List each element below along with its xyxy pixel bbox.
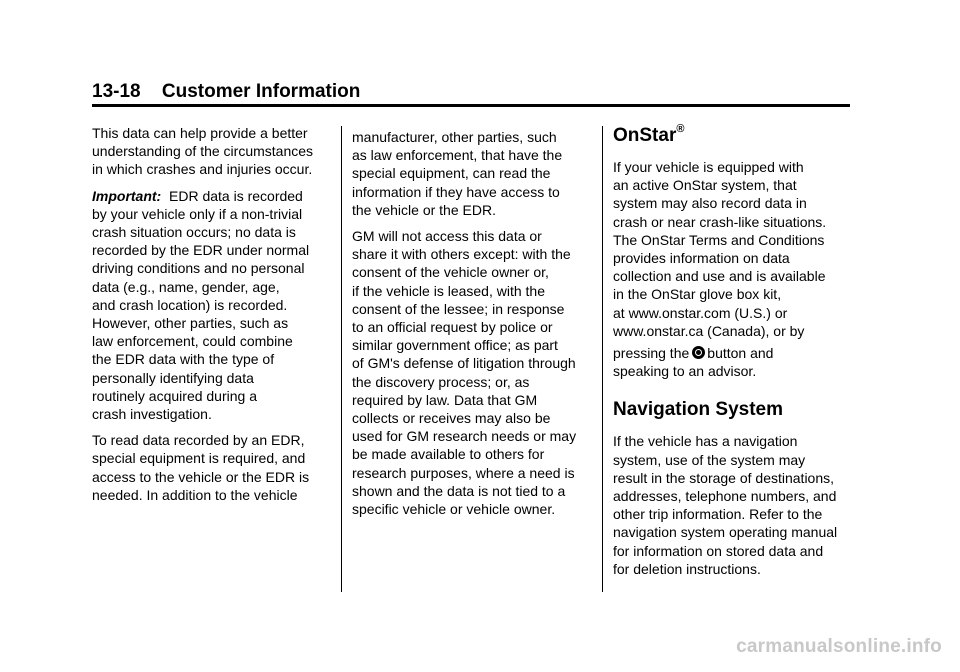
column-divider-2 <box>602 126 603 592</box>
column-3 <box>613 124 858 586</box>
registered-mark: ® <box>676 123 685 135</box>
paragraph-manufacturer: manufacturer, other parties, such as law enforcement, that have the special equipment, can read the information if they have access to the vehicle or the EDR. <box>352 129 563 218</box>
paragraph-onstar: If your vehicle is equipped with an active OnStar system, that system may also record data in crash or near crash-like situations. The OnStar Terms and Conditions provides information on data collection and use and is available in the OnStar glove box kit, at www.onstar.com (U.S.) or www.onstar.ca (Canada), or by pressing the button and speaking to an advisor. <box>613 159 827 380</box>
paragraph-data-help: This data can help provide a better understanding of the circumstances in which crashes and injuries occur. <box>92 125 314 178</box>
paragraph-gm-access: GM will not access this data or share it with others except: with the consent of the vehicle owner or, if the vehicle is leased, with the consent of the lessee; in response to an official request by police or similar government office; as part of GM's defense of litigation through the discovery process; or, as required by law. Data that GM collects or receives may also be used for GM research needs or may be made available to others for research purposes, where a need is shown and the data is not tied to a specific vehicle or vehicle owner. <box>352 228 577 518</box>
onstar-heading: OnStar® <box>613 123 685 146</box>
column-1 <box>92 124 328 512</box>
section-title: Customer Information <box>161 81 361 102</box>
column-divider-1 <box>341 126 342 592</box>
column-2 <box>352 128 590 526</box>
watermark: carmanualsonline.info <box>736 636 942 657</box>
navigation-system-heading: Navigation System <box>613 399 783 421</box>
paragraph-navigation: If the vehicle has a navigation system, use of the system may result in the storage of destinations, addresses, telephone numbers, and other trip information. Refer to the navigation system operating manual for information on stored data and for deletion instructions. <box>613 433 838 577</box>
onstar-button-icon <box>692 346 705 359</box>
page-number: 13-18 <box>92 81 141 102</box>
paragraph-important: Important: EDR data is recorded by your vehicle only if a non-trivial crash situation occurs; no data is recorded by the EDR under normal driving conditions and no personal data (e.g., name, gender, age, and crash location) is recorded. However, other parties, such as law enforcement, could combine the EDR data with the type of personally identifying data routinely acquired during a crash investigation. <box>92 187 310 423</box>
page-header <box>92 80 850 107</box>
paragraph-read-edr: To read data recorded by an EDR, special equipment is required, and access to the vehicle or the EDR is needed. In addition to the vehicle <box>92 432 310 503</box>
important-label: Important: <box>92 187 162 204</box>
